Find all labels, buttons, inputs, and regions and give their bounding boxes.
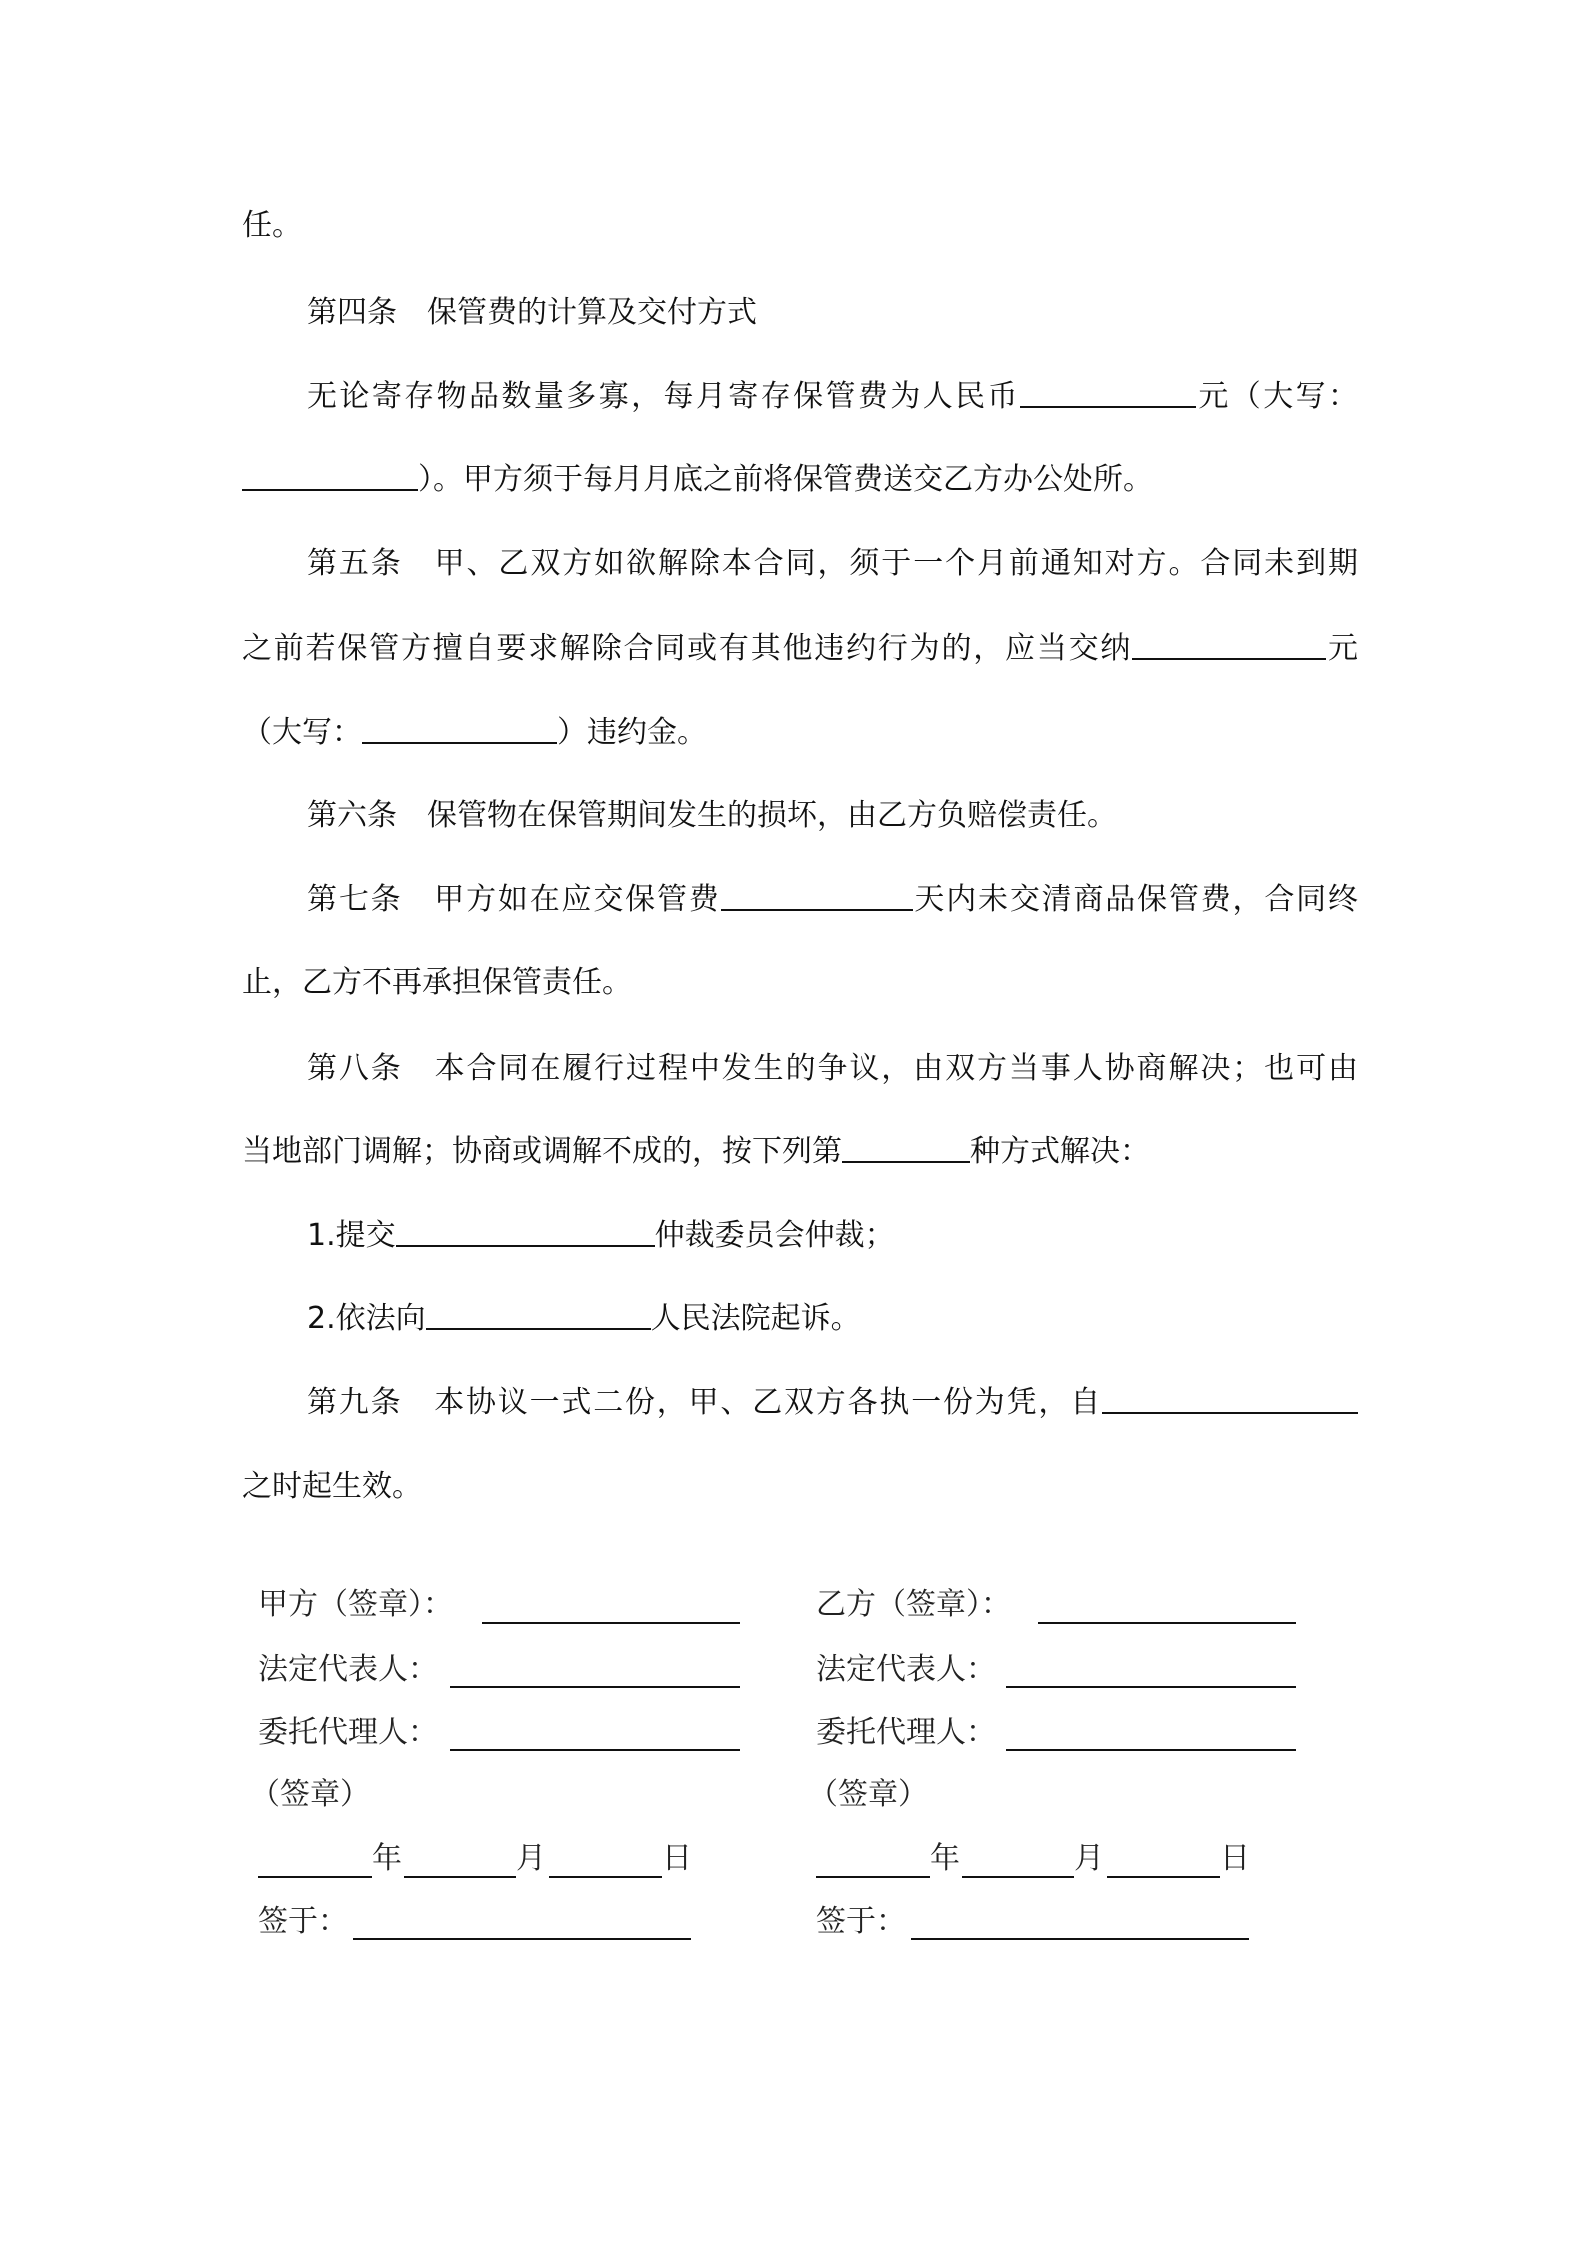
text-line	[242, 627, 1358, 671]
day-label: 日	[1220, 1841, 1250, 1876]
agent-line[interactable]	[450, 1749, 740, 1751]
days-blank[interactable]	[721, 879, 913, 911]
text: 2.依法向	[307, 1301, 426, 1336]
text: 1.提交	[307, 1218, 396, 1253]
year-line[interactable]	[258, 1876, 372, 1878]
text: ）。甲方须于每月月底之前将保管费送交乙方办公处所。	[418, 462, 1153, 497]
signed-at-line[interactable]	[911, 1938, 1249, 1940]
seal-label: （签章）	[250, 1777, 370, 1812]
signed-at-label: 签于：	[816, 1904, 906, 1939]
text: 第九条 本协议一式二份，甲、乙双方各执一份为凭，自	[307, 1385, 1102, 1420]
party-b-label: 乙方（签章）：	[816, 1587, 1011, 1622]
month-label: 月	[1074, 1841, 1104, 1876]
agent-label: 委托代理人：	[816, 1715, 996, 1750]
legal-rep-label: 法定代表人：	[816, 1652, 996, 1687]
signed-at-line[interactable]	[353, 1938, 691, 1940]
text: 元	[1326, 631, 1359, 666]
option-1	[307, 1214, 1358, 1258]
text: 无论寄存物品数量多寡，每月寄存保管费为人民币	[307, 379, 1020, 414]
legal-rep-line[interactable]	[1006, 1686, 1296, 1688]
seal-label: （签章）	[808, 1777, 928, 1812]
text-line: 任。	[242, 208, 302, 243]
penalty-words-blank[interactable]	[362, 712, 557, 744]
day-line[interactable]	[1107, 1876, 1220, 1878]
day-label: 日	[662, 1841, 692, 1876]
fee-amount-words-blank[interactable]	[242, 459, 418, 491]
signed-at-label: 签于：	[258, 1904, 348, 1939]
year-line[interactable]	[816, 1876, 930, 1878]
text-line	[242, 458, 1358, 502]
text: （大写：	[242, 715, 362, 750]
text-line	[242, 1130, 1358, 1174]
court-blank[interactable]	[426, 1298, 651, 1330]
article-5: 第五条 甲、乙双方如欲解除本合同，须于一个月前通知对方。合同未到期	[307, 546, 1358, 581]
text-line: 之时起生效。	[242, 1469, 422, 1504]
option-2	[307, 1297, 1358, 1341]
year-label: 年	[930, 1841, 960, 1876]
article-4-heading: 第四条 保管费的计算及交付方式	[307, 295, 757, 330]
text: ）违约金。	[557, 715, 707, 750]
article-8: 第八条 本合同在履行过程中发生的争议，由双方当事人协商解决；也可由	[307, 1051, 1358, 1086]
text: 之前若保管方擅自要求解除合同或有其他违约行为的，应当交纳	[242, 631, 1133, 666]
effective-date-blank[interactable]	[1102, 1382, 1358, 1414]
year-label: 年	[372, 1841, 402, 1876]
text: 元（大写：	[1195, 379, 1359, 414]
text-line: 止，乙方不再承担保管责任。	[242, 965, 632, 1000]
party-a-sign-line[interactable]	[482, 1622, 740, 1624]
party-b-sign-line[interactable]	[1038, 1622, 1296, 1624]
agent-line[interactable]	[1006, 1749, 1296, 1751]
method-number-blank[interactable]	[842, 1131, 970, 1163]
legal-rep-line[interactable]	[450, 1686, 740, 1688]
penalty-amount-blank[interactable]	[1132, 628, 1326, 660]
day-line[interactable]	[549, 1876, 662, 1878]
article-6: 第六条 保管物在保管期间发生的损坏，由乙方负赔偿责任。	[307, 798, 1117, 833]
text-line	[307, 375, 1358, 419]
text: 人民法院起诉。	[650, 1301, 861, 1336]
text: 第七条 甲方如在应交保管费	[307, 882, 721, 917]
month-label: 月	[516, 1841, 546, 1876]
arbitration-committee-blank[interactable]	[396, 1215, 655, 1247]
text: 仲裁委员会仲裁；	[654, 1218, 895, 1253]
text: 当地部门调解；协商或调解不成的，按下列第	[242, 1134, 842, 1169]
legal-rep-label: 法定代表人：	[258, 1652, 438, 1687]
month-line[interactable]	[962, 1876, 1074, 1878]
text-line	[242, 711, 1358, 755]
article-9	[307, 1381, 1358, 1425]
article-7	[307, 878, 1358, 922]
fee-amount-blank[interactable]	[1020, 376, 1196, 408]
party-a-label: 甲方（签章）：	[258, 1587, 453, 1622]
month-line[interactable]	[404, 1876, 516, 1878]
text: 天内未交清商品保管费，合同终	[912, 882, 1359, 917]
agent-label: 委托代理人：	[258, 1715, 438, 1750]
text: 种方式解决：	[970, 1134, 1150, 1169]
